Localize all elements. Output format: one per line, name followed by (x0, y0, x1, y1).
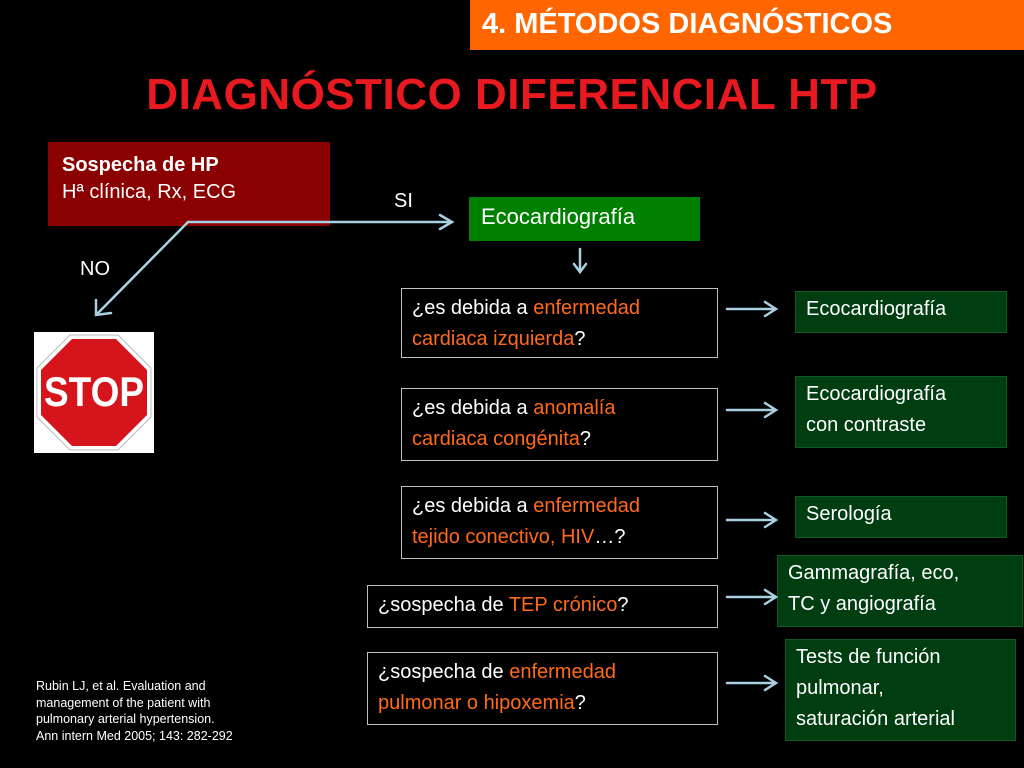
result-text: Gammagrafía, eco, (788, 562, 960, 584)
question-highlight: enfermedad (533, 297, 640, 319)
question-highlight: anomalía (533, 397, 616, 419)
question-text: ? (617, 594, 629, 616)
result-text: Serología (806, 503, 892, 525)
question-highlight: cardiaca congénita (412, 428, 580, 450)
stop-sign-text: STOP (44, 368, 144, 415)
reference-line: Rubin LJ, et al. Evaluation and (36, 679, 206, 693)
question-text: ¿es debida a (412, 397, 534, 419)
result-text: pulmonar, (796, 677, 884, 699)
reference-line: Ann intern Med 2005; 143: 282-292 (36, 728, 233, 743)
reference-line: management of the patient with (36, 695, 211, 710)
reference-line: pulmonary arterial hypertension. (36, 712, 215, 726)
result-text: Ecocardiografía (806, 298, 947, 320)
question-highlight: tejido conectivo, HIV (412, 526, 595, 548)
question-highlight: pulmonar o hipoxemia (378, 692, 575, 714)
question-text: ¿sospecha de (378, 594, 509, 616)
question-text: ? (574, 328, 586, 350)
yes-label: SI (394, 190, 413, 212)
result-text: Ecocardiografía (806, 383, 947, 405)
page-title: DIAGNÓSTICO DIFERENCIAL HTP (146, 70, 878, 119)
question-text: ¿sospecha de (378, 661, 510, 683)
result-text: TC y angiografía (788, 593, 936, 615)
question-text: ¿es debida a (412, 495, 534, 517)
result-text: Tests de función (796, 646, 941, 668)
question-text: ¿es debida a (412, 297, 534, 319)
question-highlight: enfermedad (509, 661, 616, 683)
result-text: con contraste (806, 414, 927, 436)
echocardiography-box: Ecocardiografía (469, 197, 700, 241)
section-tag: 4. MÉTODOS DIAGNÓSTICOS (470, 0, 1024, 50)
question-highlight: enfermedad (533, 495, 640, 517)
question-text: …? (594, 526, 626, 548)
result-text: saturación arterial (796, 708, 955, 730)
question-text: ? (574, 692, 586, 714)
question-highlight: TEP crónico (508, 594, 618, 616)
no-label: NO (80, 258, 110, 280)
suspicion-detail: Hª clínica, Rx, ECG (62, 181, 237, 203)
arrow-no-line (98, 222, 188, 313)
question-highlight: cardiaca izquierda (412, 328, 575, 350)
suspicion-heading: Sospecha de HP (62, 154, 219, 176)
question-text: ? (579, 428, 592, 450)
